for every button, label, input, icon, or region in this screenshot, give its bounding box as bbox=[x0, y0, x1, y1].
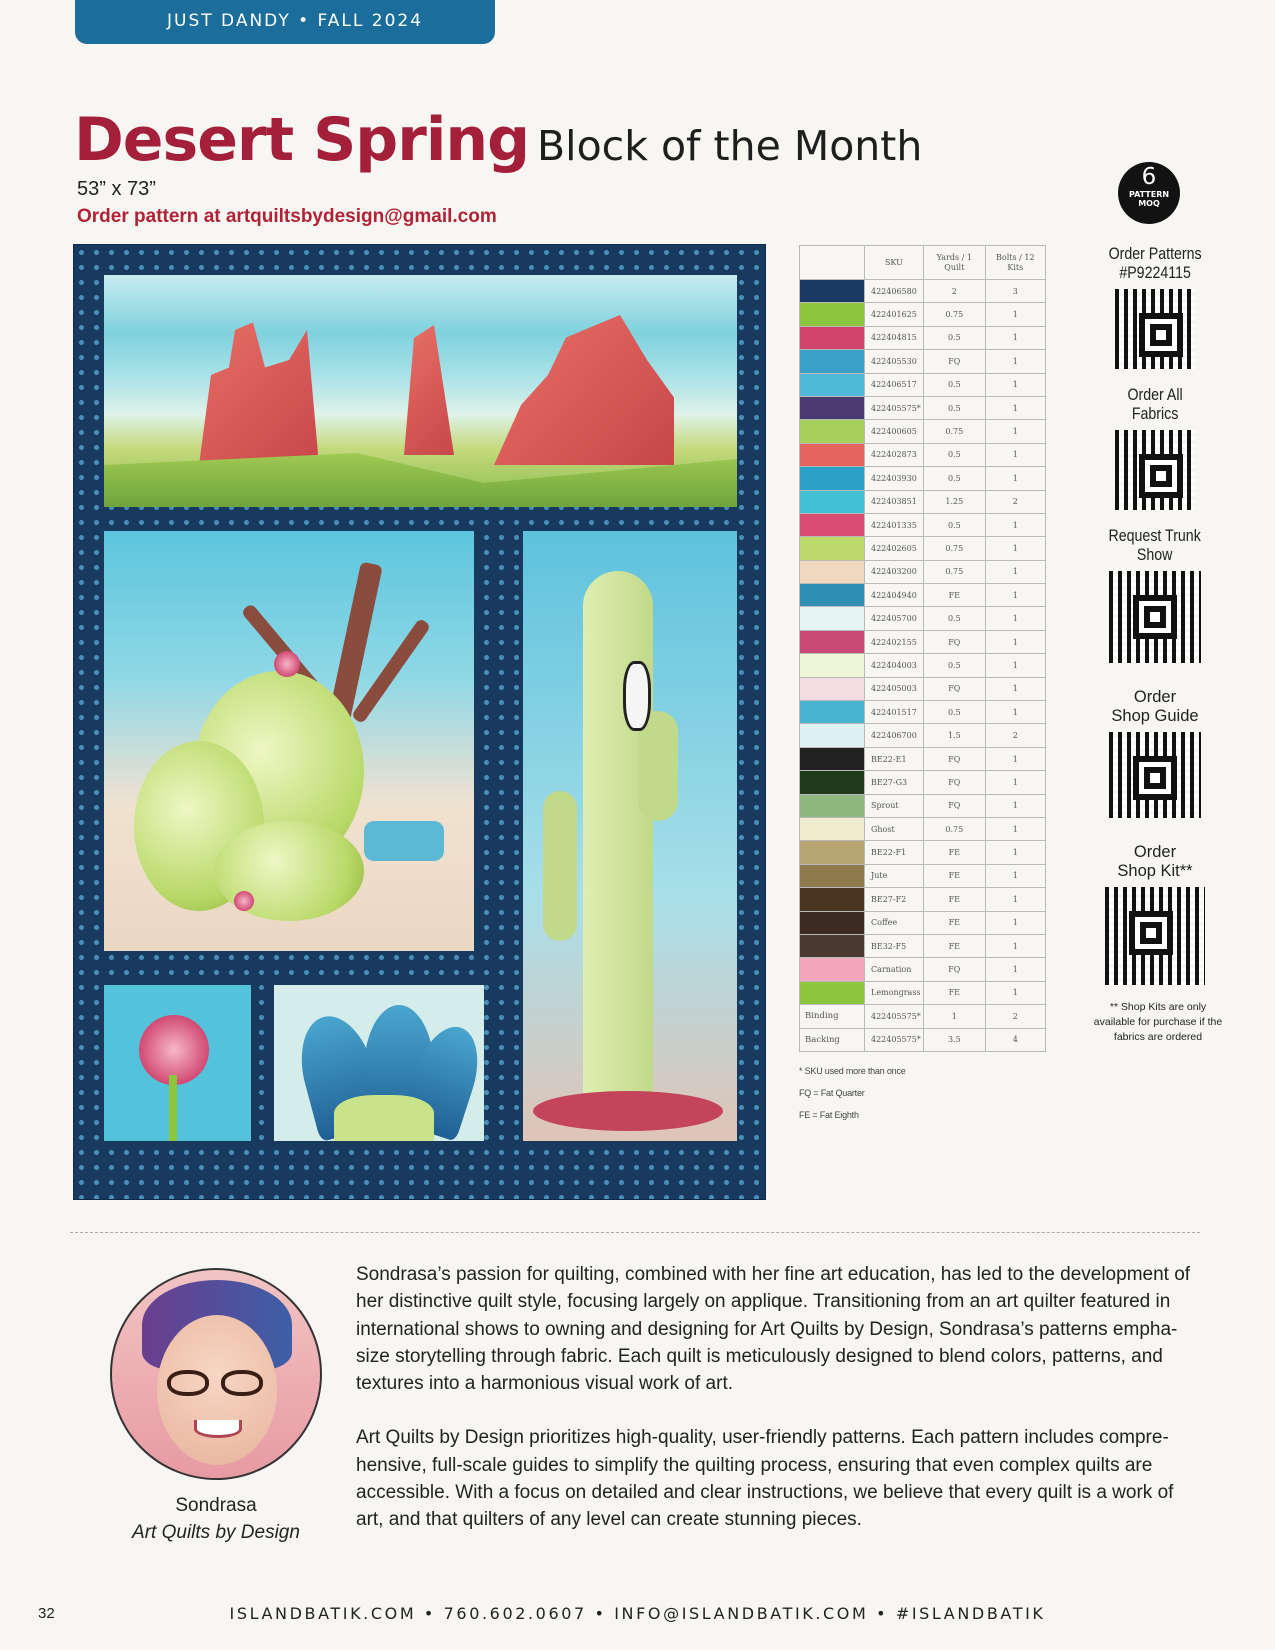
fabric-yards: FQ bbox=[923, 630, 985, 653]
fabric-bolts: 1 bbox=[985, 467, 1045, 490]
fabric-sku: 422403200 bbox=[865, 560, 924, 583]
fabric-bolts: 1 bbox=[985, 630, 1045, 653]
fabric-bolts: 1 bbox=[985, 817, 1045, 840]
fabric-row bbox=[800, 771, 1046, 794]
fabric-row bbox=[800, 537, 1046, 560]
fabric-row bbox=[800, 747, 1046, 770]
fabric-swatch bbox=[800, 630, 865, 653]
fabric-yards: 1.5 bbox=[923, 724, 985, 747]
fabric-table bbox=[799, 245, 1046, 1052]
fabric-yards: 0.5 bbox=[923, 326, 985, 349]
fabric-swatch bbox=[800, 934, 865, 957]
qr-label: Order All Fabrics bbox=[1127, 386, 1183, 423]
fabric-bolts: 1 bbox=[985, 701, 1045, 724]
fabric-row bbox=[800, 350, 1046, 373]
fabric-yards: 0.75 bbox=[923, 303, 985, 326]
qr-code-icon[interactable] bbox=[1105, 887, 1205, 985]
fabric-row bbox=[800, 607, 1046, 630]
fabric-row bbox=[800, 326, 1046, 349]
fabric-row bbox=[800, 1005, 1046, 1028]
fabric-sku: Coffee bbox=[865, 911, 924, 934]
qr-code-icon[interactable] bbox=[1115, 430, 1195, 510]
fabric-yards: 0.5 bbox=[923, 607, 985, 630]
fabric-swatch bbox=[800, 958, 865, 981]
fabric-bolts: 2 bbox=[985, 490, 1045, 513]
fabric-sku: 422404815 bbox=[865, 326, 924, 349]
fabric-sku: 422405575* bbox=[865, 1028, 924, 1051]
fabric-swatch bbox=[800, 326, 865, 349]
fabric-sku: 422405700 bbox=[865, 607, 924, 630]
fabric-yards: FQ bbox=[923, 958, 985, 981]
qr-label: Order Patterns #P9224115 bbox=[1108, 245, 1202, 282]
fabric-yards: 0.5 bbox=[923, 373, 985, 396]
bio-paragraph-1: Sondrasa’s passion for quilting, combined with her fine art education, has led to the development of her distinctive quilt style, focusing largely on applique. Transitioning from an art quilter featured in international shows to owning and designing for Art Quilts by Design, Sondrasa’s patterns empha-size storytelling through fabric. Each quilt is meticulously designed to blend colors, patterns, and textures into a harmonious visual work of art. bbox=[356, 1264, 1191, 1395]
page-title bbox=[74, 105, 922, 175]
qr-order-fabrics[interactable] bbox=[1090, 386, 1220, 510]
fabric-sku: 422403851 bbox=[865, 490, 924, 513]
designer-company: Art Quilts by Design bbox=[132, 1522, 300, 1543]
qr-request-trunk-show[interactable] bbox=[1090, 527, 1220, 663]
fabric-yards: FE bbox=[923, 841, 985, 864]
qr-order-shop-kit[interactable] bbox=[1090, 843, 1220, 985]
moq-badge bbox=[1118, 162, 1180, 224]
fabric-row bbox=[800, 467, 1046, 490]
qr-code-icon[interactable] bbox=[1109, 732, 1201, 818]
fabric-bolts: 1 bbox=[985, 794, 1045, 817]
fabric-sku: 422403930 bbox=[865, 467, 924, 490]
fabric-sku: BE32-F5 bbox=[865, 934, 924, 957]
fabric-sku: Sprout bbox=[865, 794, 924, 817]
title-sub: Block of the Month bbox=[537, 122, 923, 170]
row-label: Binding bbox=[800, 1005, 865, 1028]
fabric-sku: 422401625 bbox=[865, 303, 924, 326]
fabric-yards: FE bbox=[923, 911, 985, 934]
fabric-row bbox=[800, 443, 1046, 466]
fabric-bolts: 1 bbox=[985, 396, 1045, 419]
designer-portrait bbox=[110, 1268, 322, 1480]
fabric-yards: FE bbox=[923, 934, 985, 957]
fabric-swatch bbox=[800, 303, 865, 326]
fabric-swatch bbox=[800, 888, 865, 911]
fabric-sku: Lemongrass bbox=[865, 981, 924, 1004]
fabric-sku: 422406700 bbox=[865, 724, 924, 747]
designer-name: Sondrasa bbox=[175, 1495, 257, 1516]
fabric-sku: 422401335 bbox=[865, 513, 924, 536]
fabric-sku: 422401517 bbox=[865, 701, 924, 724]
fabric-row bbox=[800, 373, 1046, 396]
fabric-yards: 0.75 bbox=[923, 560, 985, 583]
fabric-swatch bbox=[800, 701, 865, 724]
note-sku: * SKU used more than once bbox=[799, 1066, 906, 1076]
fabric-swatch bbox=[800, 654, 865, 677]
fabric-bolts: 1 bbox=[985, 326, 1045, 349]
table-notes bbox=[799, 1060, 906, 1126]
fabric-sku: 422402155 bbox=[865, 630, 924, 653]
fabric-row bbox=[800, 303, 1046, 326]
moq-label-1: PATTERN bbox=[1128, 190, 1170, 199]
fabric-row bbox=[800, 864, 1046, 887]
fabric-bolts: 1 bbox=[985, 607, 1045, 630]
fabric-bolts: 3 bbox=[985, 280, 1045, 303]
header-tab-text: JUST DANDY • FALL 2024 bbox=[167, 11, 424, 31]
fabric-bolts: 1 bbox=[985, 303, 1045, 326]
fabric-yards: 1.25 bbox=[923, 490, 985, 513]
fabric-yards: FQ bbox=[923, 677, 985, 700]
quilt-block-saguaro bbox=[523, 531, 737, 1141]
fabric-swatch bbox=[800, 373, 865, 396]
fabric-row bbox=[800, 888, 1046, 911]
row-label: Backing bbox=[800, 1028, 865, 1051]
fabric-yards: 0.75 bbox=[923, 817, 985, 840]
fabric-bolts: 4 bbox=[985, 1028, 1045, 1051]
fabric-bolts: 1 bbox=[985, 841, 1045, 864]
fabric-bolts: 1 bbox=[985, 864, 1045, 887]
fabric-swatch bbox=[800, 513, 865, 536]
fabric-yards: 0.5 bbox=[923, 467, 985, 490]
fabric-sku: BE22-E1 bbox=[865, 747, 924, 770]
qr-code-icon[interactable] bbox=[1109, 571, 1201, 663]
moq-label-2: MOQ bbox=[1138, 199, 1160, 208]
fabric-swatch bbox=[800, 490, 865, 513]
fabric-bolts: 1 bbox=[985, 934, 1045, 957]
section-divider bbox=[70, 1232, 1200, 1233]
order-pattern-line[interactable]: Order pattern at artquiltsbydesign@gmail.com bbox=[77, 206, 497, 227]
fabric-swatch bbox=[800, 771, 865, 794]
fabric-bolts: 1 bbox=[985, 654, 1045, 677]
fabric-sku: BE27-G3 bbox=[865, 771, 924, 794]
fabric-swatch bbox=[800, 350, 865, 373]
fabric-swatch bbox=[800, 607, 865, 630]
quilt-photo bbox=[73, 244, 766, 1200]
fabric-bolts: 2 bbox=[985, 1005, 1045, 1028]
fabric-row bbox=[800, 584, 1046, 607]
fabric-row bbox=[800, 280, 1046, 303]
fabric-yards: FQ bbox=[923, 350, 985, 373]
fabric-swatch bbox=[800, 864, 865, 887]
footer-contact: ISLANDBATIK.COM • 760.602.0607 • INFO@ISLANDBATIK.COM • #ISLANDBATIK bbox=[229, 1604, 1046, 1623]
fabric-sku: Ghost bbox=[865, 817, 924, 840]
fabric-swatch bbox=[800, 817, 865, 840]
fabric-row bbox=[800, 490, 1046, 513]
designer-bio bbox=[356, 1261, 1206, 1561]
fabric-bolts: 1 bbox=[985, 981, 1045, 1004]
fabric-yards: FE bbox=[923, 888, 985, 911]
fabric-sku: 422404003 bbox=[865, 654, 924, 677]
fabric-sku: 422400605 bbox=[865, 420, 924, 443]
fabric-yards: 0.75 bbox=[923, 537, 985, 560]
fabric-row bbox=[800, 724, 1046, 747]
fabric-yards: FE bbox=[923, 981, 985, 1004]
fabric-sku: 422405575* bbox=[865, 396, 924, 419]
fabric-swatch bbox=[800, 794, 865, 817]
fabric-table-header bbox=[800, 246, 1046, 280]
fabric-row bbox=[800, 630, 1046, 653]
fabric-swatch bbox=[800, 420, 865, 443]
quilt-block-barrel-cactus bbox=[104, 531, 474, 951]
fabric-sku: Carnation bbox=[865, 958, 924, 981]
fabric-yards: FQ bbox=[923, 747, 985, 770]
title-main: Desert Spring bbox=[74, 105, 530, 175]
fabric-yards: FE bbox=[923, 864, 985, 887]
fabric-sku: 422405575* bbox=[865, 1005, 924, 1028]
fabric-bolts: 1 bbox=[985, 888, 1045, 911]
qr-label: Order Shop Guide bbox=[1111, 688, 1199, 725]
fabric-yards: 0.5 bbox=[923, 443, 985, 466]
designer-caption bbox=[110, 1492, 322, 1546]
fabric-bolts: 1 bbox=[985, 537, 1045, 560]
fabric-bolts: 2 bbox=[985, 724, 1045, 747]
fabric-bolts: 1 bbox=[985, 677, 1045, 700]
fabric-yards: 0.75 bbox=[923, 420, 985, 443]
fabric-swatch bbox=[800, 724, 865, 747]
quilt-block-mesa bbox=[104, 275, 737, 507]
fabric-row bbox=[800, 654, 1046, 677]
fabric-swatch bbox=[800, 911, 865, 934]
qr-order-patterns[interactable] bbox=[1090, 245, 1220, 369]
fabric-sku: 422406517 bbox=[865, 373, 924, 396]
header-tab bbox=[75, 0, 495, 44]
fabric-bolts: 1 bbox=[985, 584, 1045, 607]
quilt-size: 53” x 73” bbox=[77, 178, 156, 200]
fabric-bolts: 1 bbox=[985, 443, 1045, 466]
fabric-bolts: 1 bbox=[985, 350, 1045, 373]
fabric-row bbox=[800, 934, 1046, 957]
header-sku: SKU bbox=[865, 246, 924, 280]
fabric-bolts: 1 bbox=[985, 513, 1045, 536]
page-number: 32 bbox=[38, 1605, 55, 1622]
fabric-bolts: 1 bbox=[985, 911, 1045, 934]
fabric-swatch bbox=[800, 981, 865, 1004]
fabric-row bbox=[800, 677, 1046, 700]
header-yards: Yards / 1 Quilt bbox=[923, 246, 985, 280]
fabric-row bbox=[800, 513, 1046, 536]
fabric-sku: 422402873 bbox=[865, 443, 924, 466]
fabric-yards: FQ bbox=[923, 794, 985, 817]
fabric-sku: 422406580 bbox=[865, 280, 924, 303]
fabric-sku: 422405003 bbox=[865, 677, 924, 700]
fabric-sku: Jute bbox=[865, 864, 924, 887]
fabric-sku: BE27-F2 bbox=[865, 888, 924, 911]
fabric-bolts: 1 bbox=[985, 958, 1045, 981]
fabric-yards: FE bbox=[923, 584, 985, 607]
shop-kit-note: ** Shop Kits are only available for purchase if the fabrics are ordered bbox=[1093, 1001, 1223, 1043]
note-fe: FE = Fat Eighth bbox=[799, 1110, 859, 1120]
fabric-row bbox=[800, 701, 1046, 724]
quilt-block-agave bbox=[274, 985, 484, 1141]
fabric-row bbox=[800, 794, 1046, 817]
fabric-row bbox=[800, 817, 1046, 840]
fabric-bolts: 1 bbox=[985, 420, 1045, 443]
fabric-yards: 0.5 bbox=[923, 701, 985, 724]
header-bolts: Bolts / 12 Kits bbox=[985, 246, 1045, 280]
fabric-row bbox=[800, 420, 1046, 443]
fabric-row bbox=[800, 841, 1046, 864]
fabric-swatch bbox=[800, 841, 865, 864]
fabric-yards: 0.5 bbox=[923, 654, 985, 677]
qr-label: Order Shop Kit** bbox=[1117, 843, 1193, 880]
fabric-row bbox=[800, 981, 1046, 1004]
fabric-row bbox=[800, 396, 1046, 419]
fabric-swatch bbox=[800, 280, 865, 303]
fabric-sku: 422404940 bbox=[865, 584, 924, 607]
fabric-bolts: 1 bbox=[985, 771, 1045, 794]
qr-order-shop-guide[interactable] bbox=[1090, 688, 1220, 818]
fabric-swatch bbox=[800, 560, 865, 583]
fabric-yards: FQ bbox=[923, 771, 985, 794]
bio-paragraph-2: Art Quilts by Design prioritizes high-quality, user-friendly patterns. Each pattern includes compre-hensive, full-scale guides to simplify the quilting process, ensuring that even complex quilts are accessible. With a focus on detailed and clear instructions, we believe that every quilt is a work of art, and that quilters of any level can create stunning pieces. bbox=[356, 1427, 1174, 1531]
fabric-bolts: 1 bbox=[985, 373, 1045, 396]
fabric-sku: 422405530 bbox=[865, 350, 924, 373]
fabric-yards: 0.5 bbox=[923, 396, 985, 419]
moq-number: 6 bbox=[1141, 164, 1157, 190]
fabric-swatch bbox=[800, 467, 865, 490]
fabric-swatch bbox=[800, 677, 865, 700]
fabric-row bbox=[800, 560, 1046, 583]
fabric-sku: BE22-F1 bbox=[865, 841, 924, 864]
fabric-yards: 2 bbox=[923, 280, 985, 303]
fabric-yards: 3.5 bbox=[923, 1028, 985, 1051]
quilt-block-flower bbox=[104, 985, 251, 1141]
fabric-swatch bbox=[800, 537, 865, 560]
fabric-row bbox=[800, 1028, 1046, 1051]
fabric-row bbox=[800, 911, 1046, 934]
qr-label: Request Trunk Show bbox=[1108, 527, 1202, 564]
fabric-bolts: 1 bbox=[985, 747, 1045, 770]
fabric-yards: 1 bbox=[923, 1005, 985, 1028]
fabric-row bbox=[800, 958, 1046, 981]
fabric-bolts: 1 bbox=[985, 560, 1045, 583]
fabric-swatch bbox=[800, 584, 865, 607]
note-fq: FQ = Fat Quarter bbox=[799, 1088, 865, 1098]
fabric-swatch bbox=[800, 443, 865, 466]
fabric-yards: 0.5 bbox=[923, 513, 985, 536]
qr-code-icon[interactable] bbox=[1115, 289, 1195, 369]
fabric-sku: 422402605 bbox=[865, 537, 924, 560]
fabric-swatch bbox=[800, 396, 865, 419]
fabric-swatch bbox=[800, 747, 865, 770]
